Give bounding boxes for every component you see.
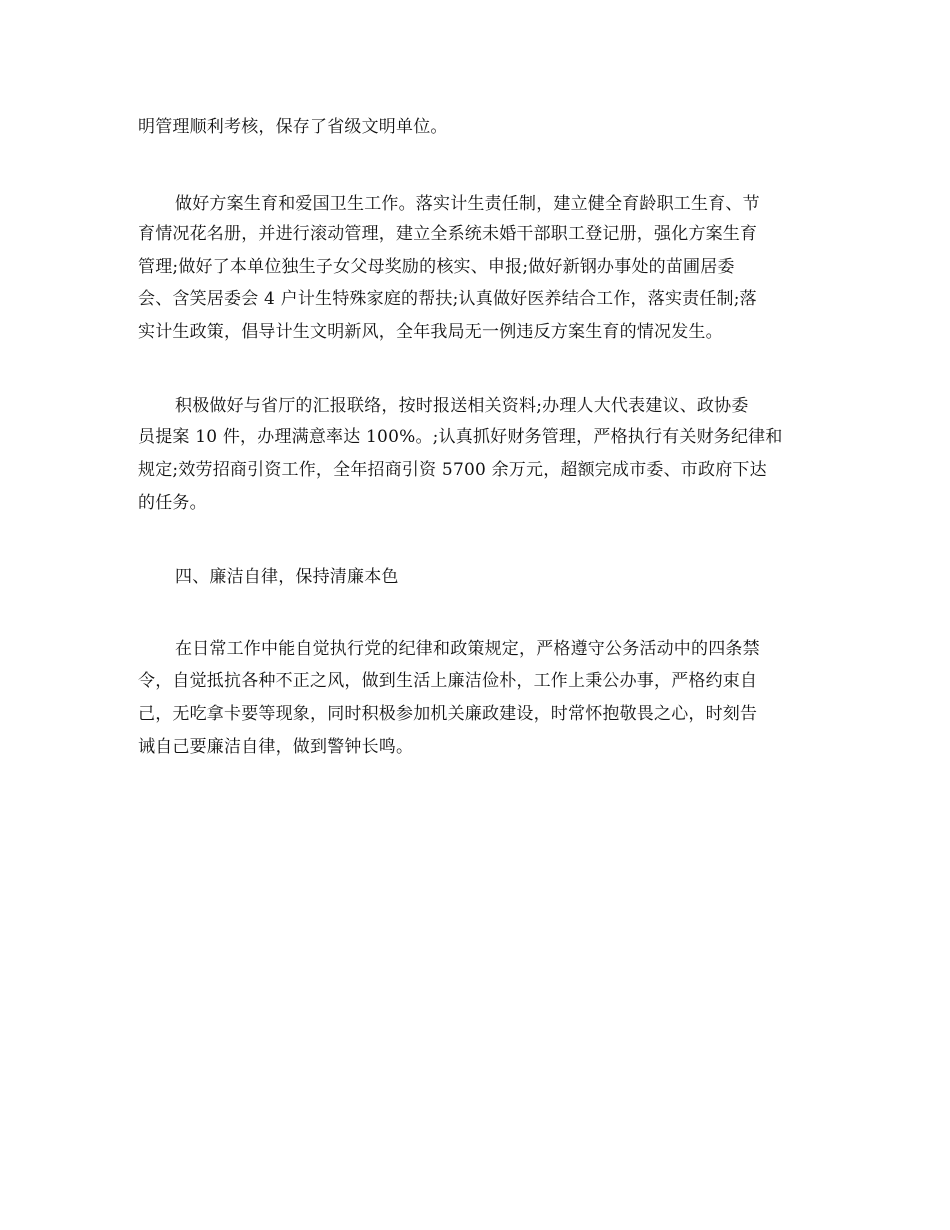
paragraph-3-line-2: 员提案 10 件，办理满意率达 100%。;认真抓好财务管理，严格执行有关财务纪律和 xyxy=(138,427,783,447)
paragraph-2-line-5: 实计生政策，倡导计生文明新风，全年我局无一例违反方案生育的情况发生。 xyxy=(138,322,723,342)
paragraph-3-line-4: 的任务。 xyxy=(138,493,207,513)
paragraph-5-line-3: 己，无吃拿卡要等现象，同时积极参加机关廉政建设，时常怀抱敬畏之心，时刻告 xyxy=(138,704,758,724)
paragraph-2-line-2: 育情况花名册，并进行滚动管理，建立全系统未婚干部职工登记册，强化方案生育 xyxy=(138,224,758,244)
paragraph-1-line-1: 明管理顺利考核，保存了省级文明单位。 xyxy=(138,117,448,137)
paragraph-3-line-3: 规定;效劳招商引资工作，全年招商引资 5700 余万元，超额完成市委、市政府下达 xyxy=(138,460,767,480)
paragraph-2-line-1: 做好方案生育和爱国卫生工作。落实计生责任制，建立健全育龄职工生育、节 xyxy=(175,194,760,214)
paragraph-3-line-1: 积极做好与省厅的汇报联络，按时报送相关资料;办理人大代表建议、政协委 xyxy=(175,396,749,416)
paragraph-5-line-2: 令，自觉抵抗各种不正之风，做到生活上廉洁俭朴，工作上秉公办事，严格约束自 xyxy=(138,671,758,691)
paragraph-5-line-1: 在日常工作中能自觉执行党的纪律和政策规定，严格遵守公务活动中的四条禁 xyxy=(175,639,760,659)
paragraph-2-line-4: 会、含笑居委会 4 户计生特殊家庭的帮扶;认真做好医养结合工作，落实责任制;落 xyxy=(138,289,757,309)
section-heading: 四、廉洁自律，保持清廉本色 xyxy=(175,567,399,587)
paragraph-5-line-4: 诫自己要廉洁自律，做到警钟长鸣。 xyxy=(138,737,414,757)
paragraph-2-line-3: 管理;做好了本单位独生子女父母奖励的核实、申报;做好新钢办事处的苗圃居委 xyxy=(138,257,735,277)
